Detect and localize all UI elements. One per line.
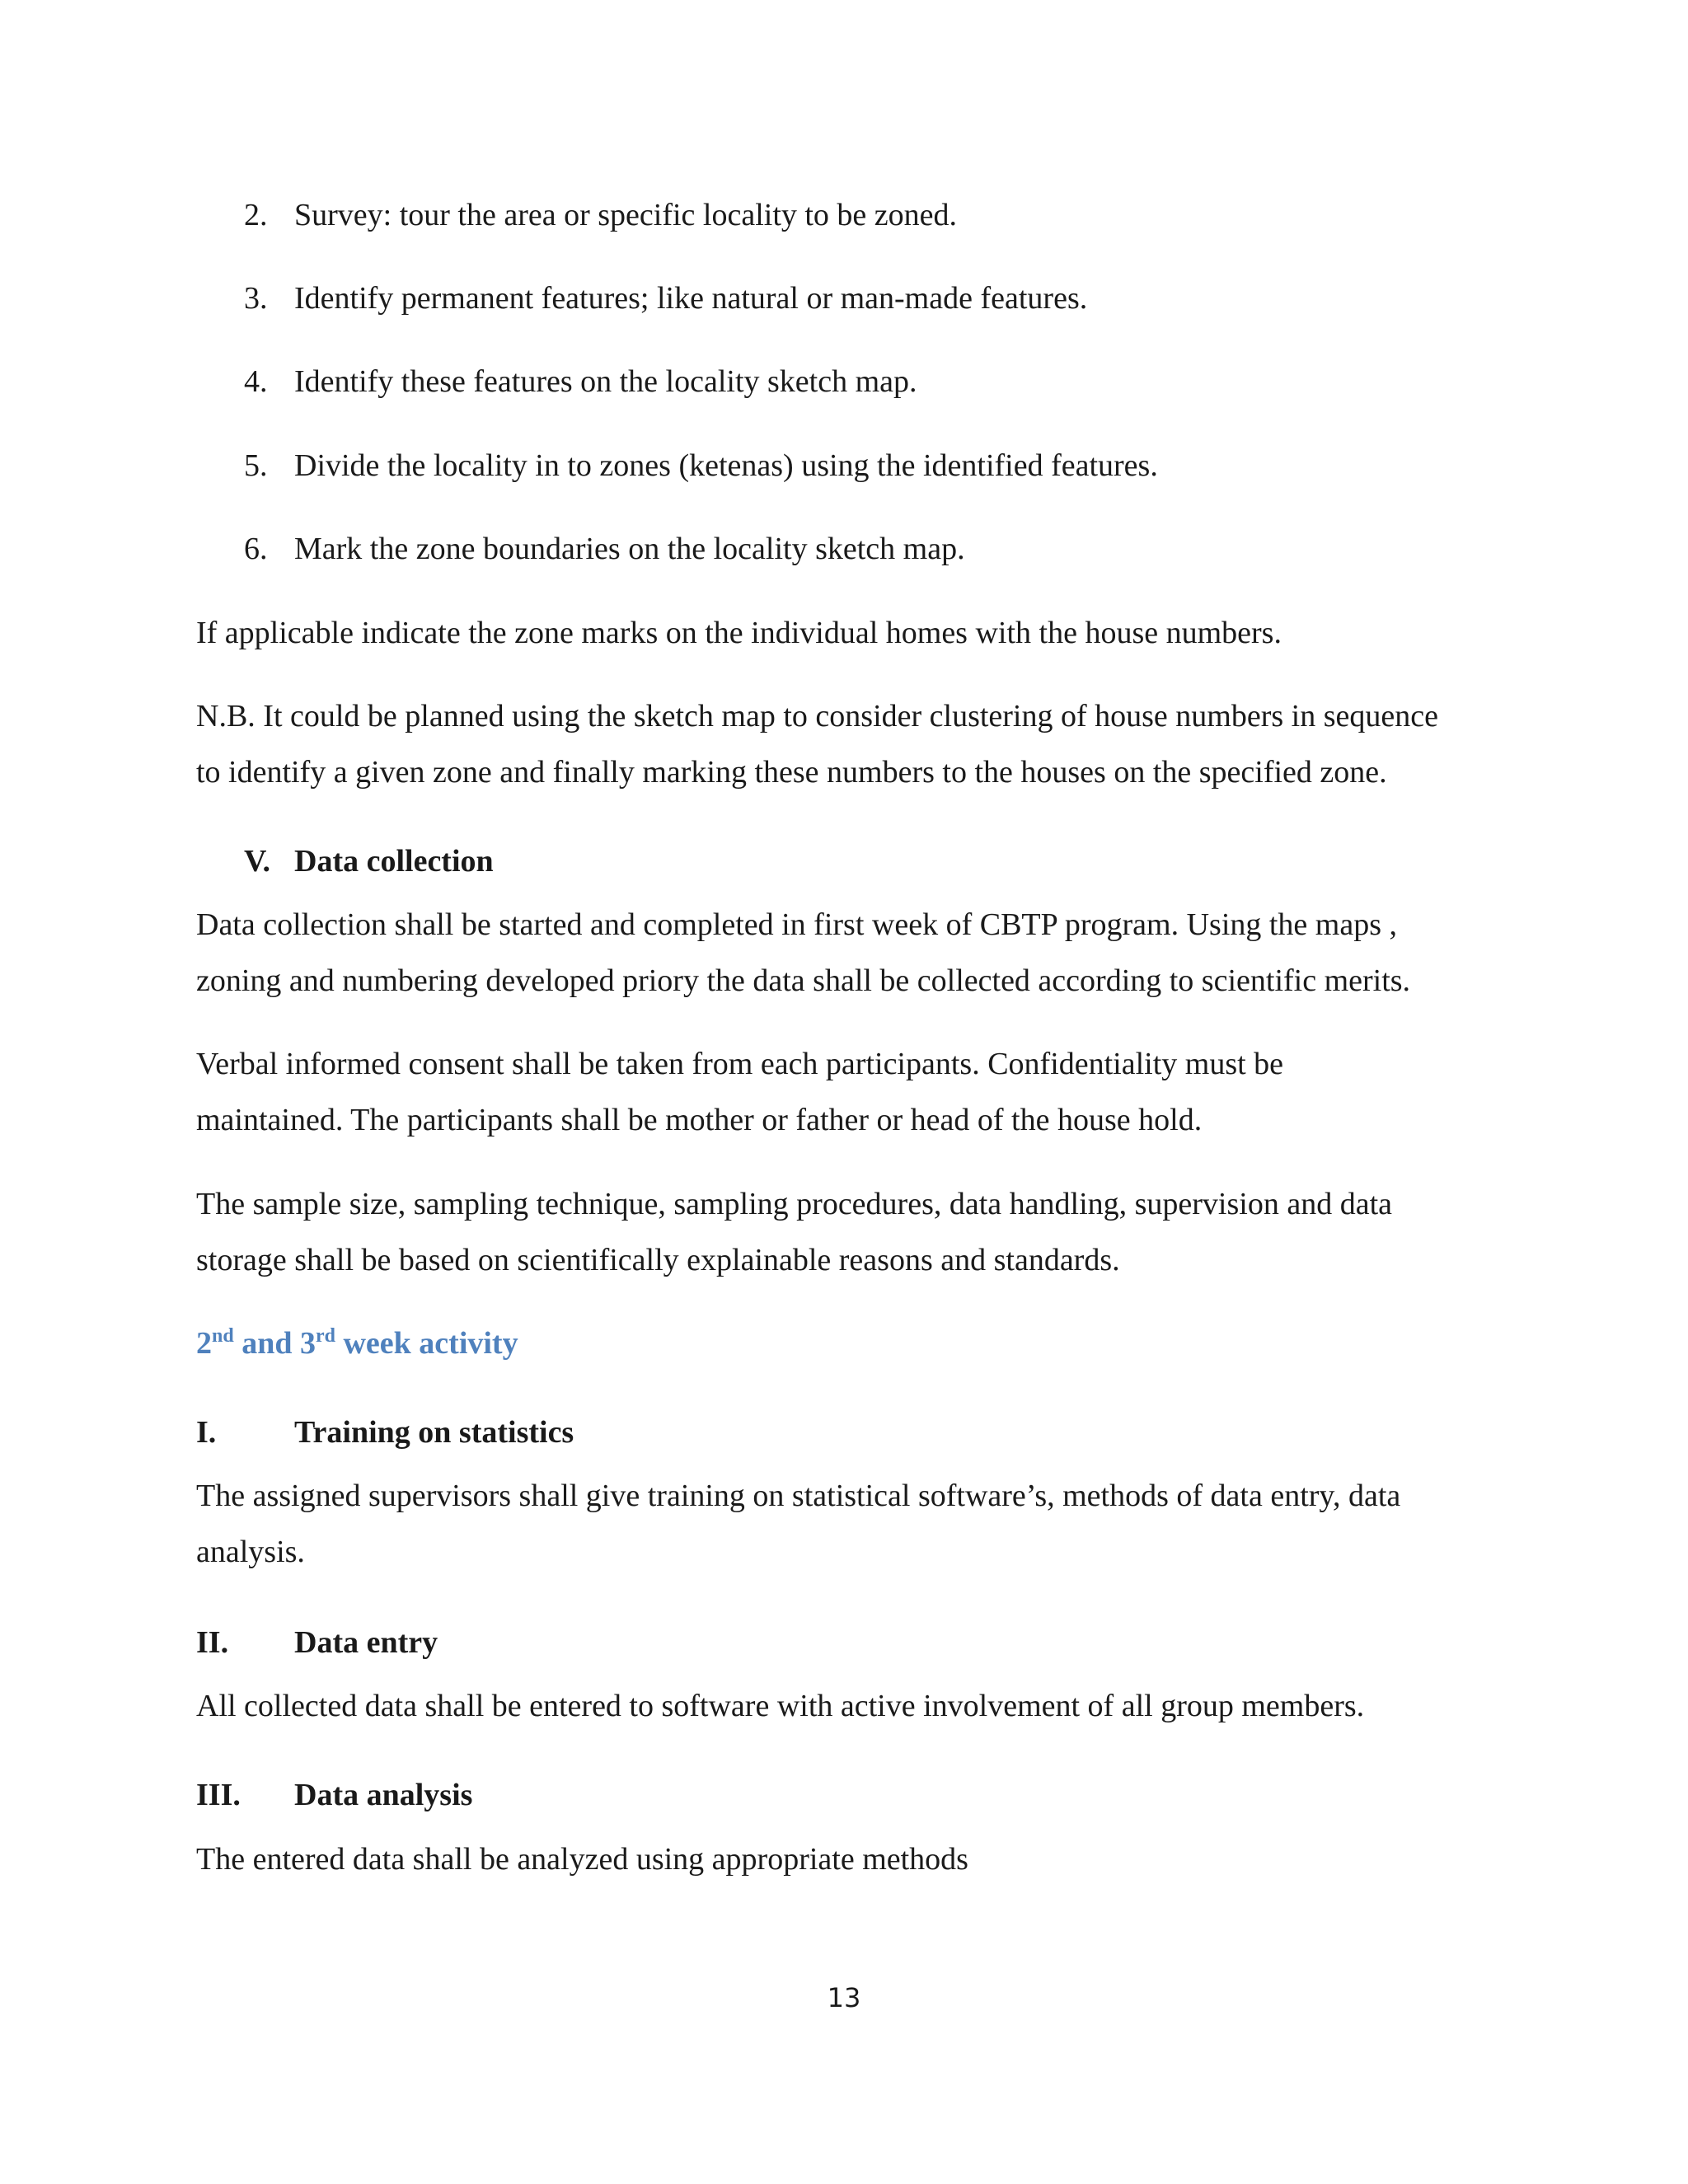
paragraph-nb-line-2: to identify a given zone and finally marking these numbers to the houses on the specified zone. [196,755,1387,790]
paragraph-zone-marks: If applicable indicate the zone marks on the individual homes with the house numbers. [196,616,1282,650]
list-item-number: 4. [244,364,268,399]
paragraph-training-line-2: analysis. [196,1535,305,1569]
section-title: Training on statistics [294,1415,574,1450]
section-title: Data entry [294,1625,438,1660]
week-heading-rest: week activity [335,1326,518,1361]
paragraph-data-collection-line-1: Data collection shall be started and completed in first week of CBTP program. Using the maps , [196,907,1398,942]
list-item-text: Survey: tour the area or specific locality to be zoned. [294,198,958,232]
list-item-number: 2. [244,198,268,232]
paragraph-training-line-1: The assigned supervisors shall give training on statistical software’s, methods of data entry, data [196,1479,1401,1513]
section-title: Data analysis [294,1778,473,1812]
list-item-number: 5. [244,448,268,483]
paragraph-consent-line-2: maintained. The participants shall be mother or father or head of the house hold. [196,1103,1203,1137]
section-numeral: V. [244,844,271,879]
paragraph-sample-line-2: storage shall be based on scientifically explainable reasons and standards. [196,1243,1120,1277]
paragraph-nb-line-1: N.B. It could be planned using the sketch map to consider clustering of house numbers in sequence [196,699,1438,733]
paragraph-data-collection-line-2: zoning and numbering developed priory the data shall be collected according to scientific merits. [196,963,1411,998]
section-title: Data collection [294,844,494,879]
page-number: 13 [827,1982,861,2013]
paragraph-sample-line-1: The sample size, sampling technique, sampling procedures, data handling, supervision and data [196,1187,1392,1221]
list-item-number: 3. [244,281,268,316]
section-numeral: I. [196,1415,217,1450]
list-item-number: 6. [244,532,268,566]
week-heading-sup-1: nd [212,1325,234,1347]
week-heading-mid: and 3 [233,1326,316,1361]
section-numeral: III. [196,1778,241,1812]
paragraph-data-analysis: The entered data shall be analyzed using appropriate methods [196,1842,968,1877]
section-numeral: II. [196,1625,229,1660]
week-heading-num-1: 2 [196,1326,212,1361]
week-activity-heading [196,1324,518,1363]
week-heading-sup-2: rd [315,1325,335,1347]
list-item-text: Identify these features on the locality sketch map. [294,364,917,399]
paragraph-consent-line-1: Verbal informed consent shall be taken from each participants. Confidentiality must be [196,1047,1284,1081]
list-item-text: Mark the zone boundaries on the locality sketch map. [294,532,965,566]
paragraph-data-entry: All collected data shall be entered to software with active involvement of all group members. [196,1689,1365,1723]
list-item-text: Identify permanent features; like natural or man-made features. [294,281,1088,316]
list-item-text: Divide the locality in to zones (ketenas) using the identified features. [294,448,1158,483]
